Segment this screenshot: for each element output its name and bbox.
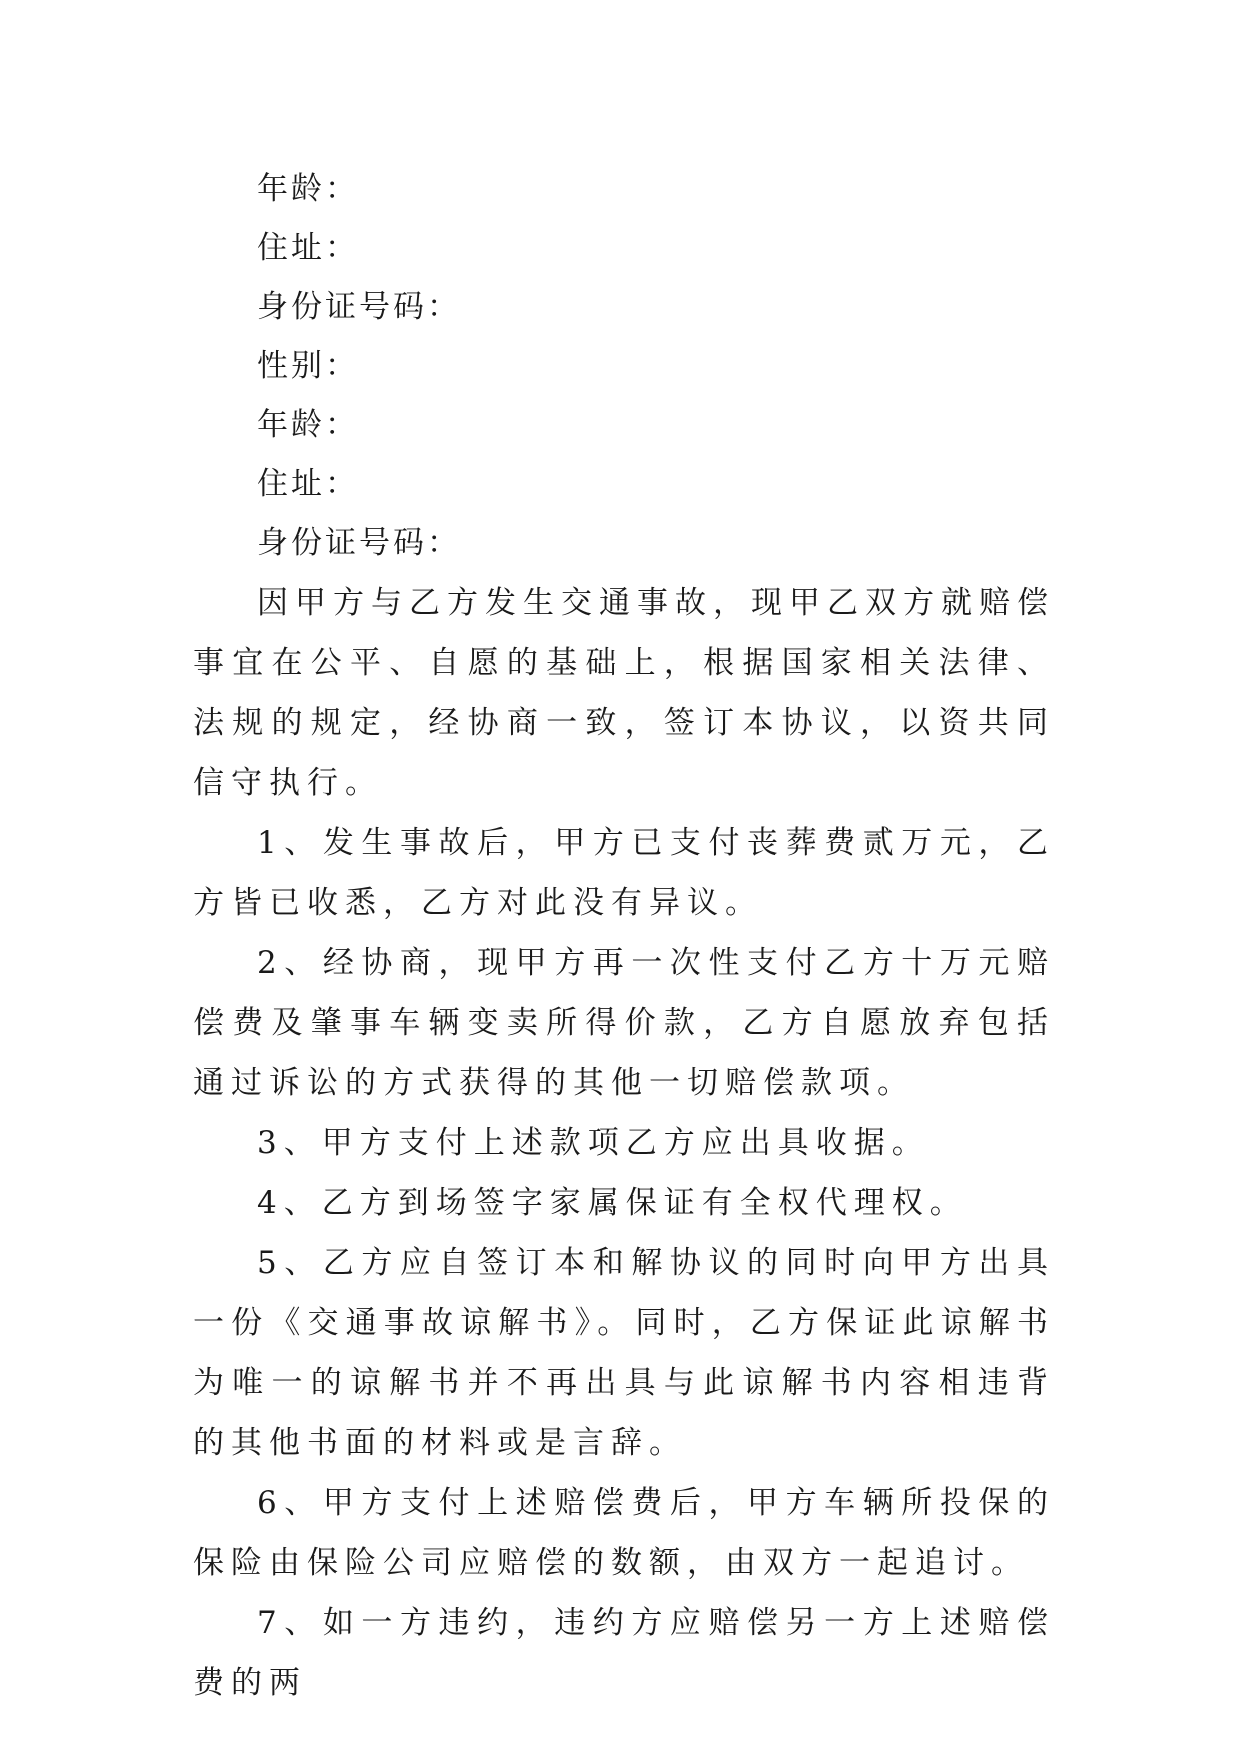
gender-field-label: 性别： [257, 348, 359, 384]
address-field-label-2: 住址： [257, 466, 359, 502]
clause-3: 3、甲方支付上述款项乙方应出具收据。 [257, 1125, 930, 1161]
intro-paragraph: 因甲方与乙方发生交通事故，现甲乙双方就赔偿事宜在公平、自愿的基础上，根据国家相关法律、法规的规定，经协商一致，签订本协议，以资共同信守执行。 [193, 585, 1055, 801]
age-field-label: 年龄： [257, 171, 359, 207]
document-body [193, 160, 1055, 1713]
clause-2: 2、经协商，现甲方再一次性支付乙方十万元赔偿费及肇事车辆变卖所得价款，乙方自愿放弃包括通过诉讼的方式获得的其他一切赔偿款项。 [193, 945, 1055, 1101]
address-field-label: 住址： [257, 230, 359, 266]
clause-7: 7、如一方违约，违约方应赔偿另一方上述赔偿费的两 [193, 1605, 1055, 1701]
id-number-field-label-2: 身份证号码： [257, 525, 461, 561]
clause-1: 1、发生事故后，甲方已支付丧葬费贰万元，乙方皆已收悉，乙方对此没有异议。 [193, 825, 1055, 921]
clause-5: 5、乙方应自签订本和解协议的同时向甲方出具一份《交通事故谅解书》。同时，乙方保证此谅解书为唯一的谅解书并不再出具与此谅解书内容相违背的其他书面的材料或是言辞。 [193, 1245, 1055, 1461]
id-number-field-label: 身份证号码： [257, 289, 461, 325]
clause-6: 6、甲方支付上述赔偿费后，甲方车辆所投保的保险由保险公司应赔偿的数额，由双方一起追讨。 [193, 1485, 1055, 1581]
clause-4: 4、乙方到场签字家属保证有全权代理权。 [257, 1185, 968, 1221]
age-field-label-2: 年龄： [257, 407, 359, 443]
